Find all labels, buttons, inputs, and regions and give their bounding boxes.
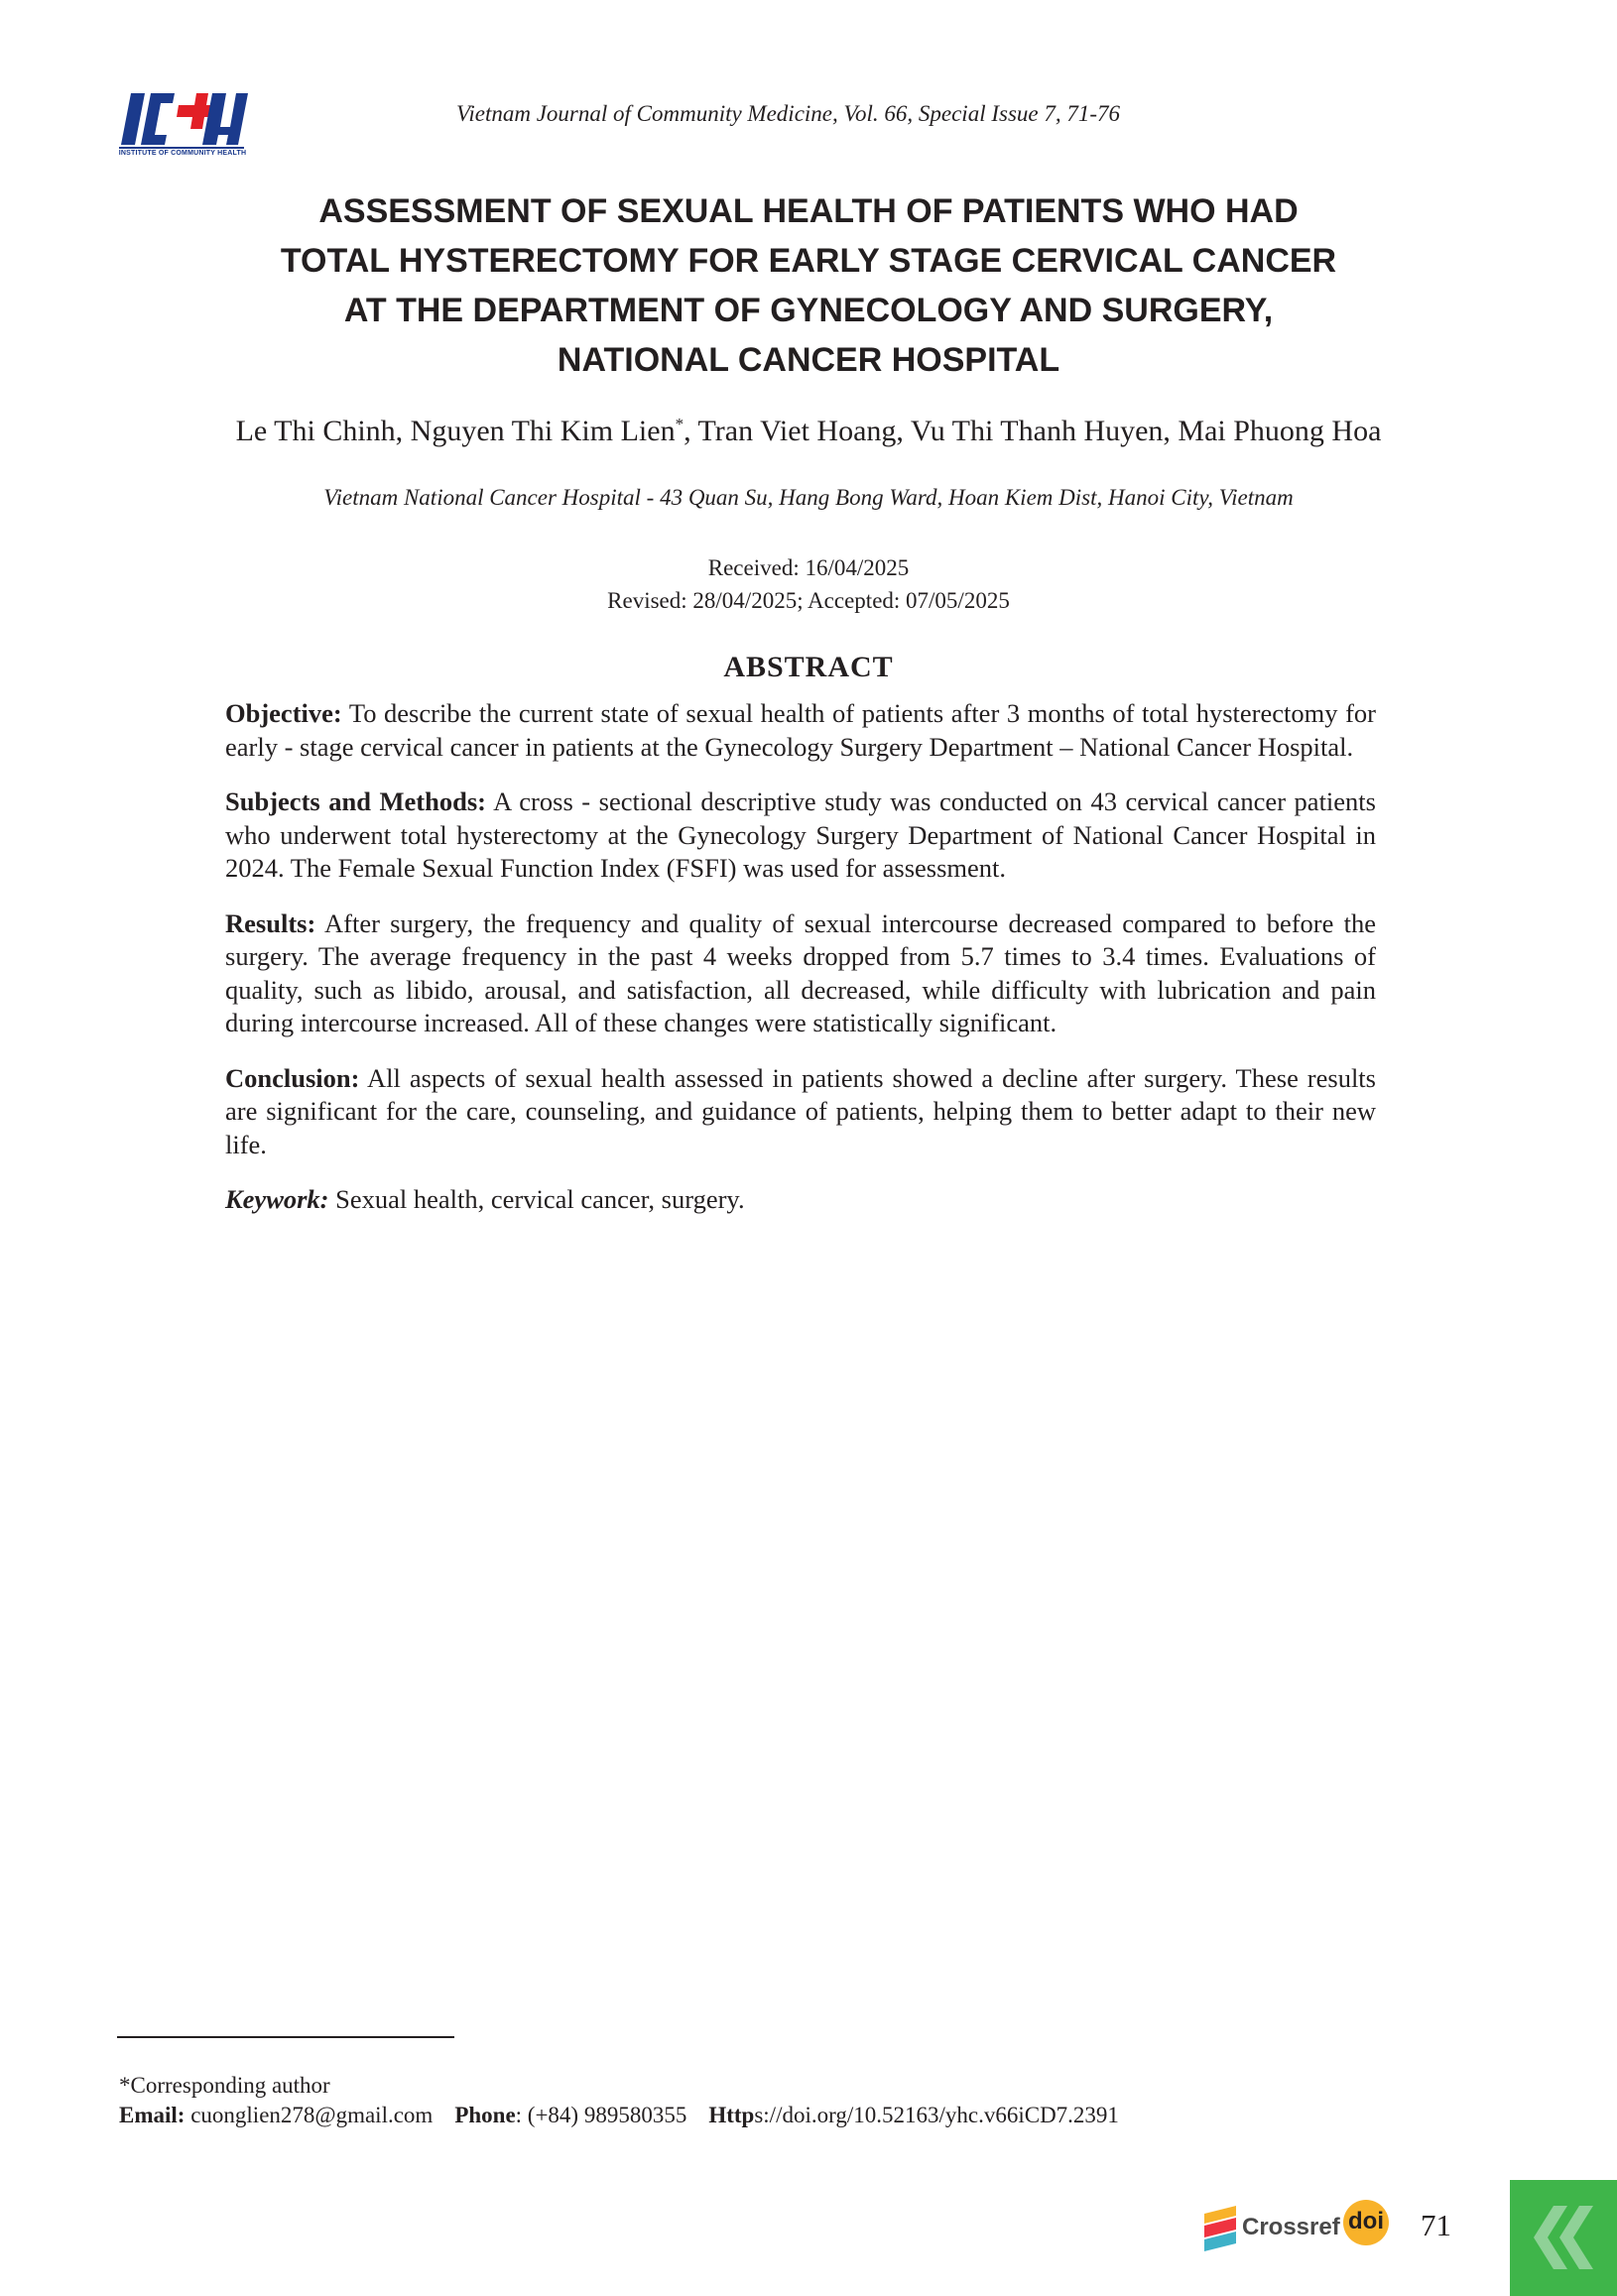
methods-label: Subjects and Methods: xyxy=(225,786,486,816)
email-link[interactable]: cuonglien278@gmail.com xyxy=(185,2103,434,2127)
email-label: Email: xyxy=(119,2103,186,2127)
revised-accepted-date: Revised: 28/04/2025; Accepted: 07/05/2025 xyxy=(607,588,1010,613)
authors-before: Le Thi Chinh, Nguyen Thi Kim Lien xyxy=(235,415,676,447)
phone-number: : (+84) 989580355 xyxy=(515,2103,687,2127)
abstract-keywords xyxy=(225,1183,1376,1217)
received-date: Received: 16/04/2025 xyxy=(707,555,910,580)
page-tab xyxy=(1510,2180,1617,2296)
keyword-label: Keywork: xyxy=(225,1184,329,1214)
abstract-objective xyxy=(225,697,1376,764)
abstract-results xyxy=(225,907,1376,1040)
title-line: ASSESSMENT OF SEXUAL HEALTH OF PATIENTS WHO HAD xyxy=(318,192,1299,230)
doi-badge: doi xyxy=(1343,2200,1389,2245)
results-label: Results: xyxy=(225,907,316,938)
phone-label: Phone xyxy=(454,2103,516,2127)
keyword-text: Sexual health, cervical cancer, surgery. xyxy=(328,1184,745,1214)
article-dates xyxy=(99,551,1518,617)
authors-after: , Tran Viet Hoang, Vu Thi Thanh Huyen, Mai Phuong Hoa xyxy=(684,415,1382,447)
objective-text: To describe the current state of sexual health of patients after 3 months of total hysterectomy for early - stage cervical cancer in patients at the Gynecology Surgery Department – National Cancer Hospital. xyxy=(225,698,1376,762)
title-line: NATIONAL CANCER HOSPITAL xyxy=(557,341,1060,379)
double-chevron-left-icon xyxy=(1524,2202,1603,2273)
abstract-methods xyxy=(225,785,1376,886)
title-line: TOTAL HYSTERECTOMY FOR EARLY STAGE CERVICAL CANCER xyxy=(280,242,1337,280)
footnote-divider xyxy=(117,2036,454,2038)
objective-label: Objective: xyxy=(225,698,342,728)
https-label: Http xyxy=(708,2103,755,2127)
abstract-body xyxy=(225,697,1376,1239)
page-number: 71 xyxy=(1421,2208,1451,2242)
journal-header: Vietnam Journal of Community Medicine, Vol. 66, Special Issue 7, 71-76 xyxy=(456,101,1121,126)
abstract-conclusion xyxy=(225,1062,1376,1162)
logo-caption: INSTITUTE OF COMMUNITY HEALTH xyxy=(118,150,247,157)
paper-title xyxy=(149,186,1468,385)
conclusion-text: All aspects of sexual health assessed in patients showed a decline after surgery. These results are significant for the care, counseling, and guidance of patients, helping them to better adapt to their new life. xyxy=(225,1062,1376,1159)
author-list xyxy=(99,415,1518,448)
corresponding-author-note: *Corresponding author xyxy=(119,2073,330,2098)
contact-line xyxy=(119,2103,1119,2128)
doi-link[interactable]: s://doi.org/10.52163/yhc.v66iCD7.2391 xyxy=(754,2103,1119,2127)
crossref-label: Crossref xyxy=(1242,2214,1340,2240)
conclusion-label: Conclusion: xyxy=(225,1062,360,1093)
affiliation: Vietnam National Cancer Hospital - 43 Quan Su, Hang Bong Ward, Hoan Kiem Dist, Hanoi City, Vietnam xyxy=(323,485,1294,510)
title-line: AT THE DEPARTMENT OF GYNECOLOGY AND SURGERY, xyxy=(343,292,1274,329)
abstract-heading: ABSTRACT xyxy=(723,651,894,683)
results-text: After surgery, the frequency and quality of sexual intercourse decreased compared to before the surgery. The average frequency in the past 4 weeks dropped from 5.7 times to 3.4 times. Evaluations of quality, such as libido, arousal, and satisfaction, all decreased, while difficulty with lubrication and pain during intercourse increased. All of these changes were statistically significant. xyxy=(225,907,1376,1037)
methods-text: A cross - sectional descriptive study was conducted on 43 cervical cancer patients who underwent total hysterectomy at the Gynecology Surgery Department of National Cancer Hospital in 2024. The Female Sexual Function Index (FSFI) was used for assessment. xyxy=(225,786,1376,883)
corresponding-mark: * xyxy=(675,415,684,433)
